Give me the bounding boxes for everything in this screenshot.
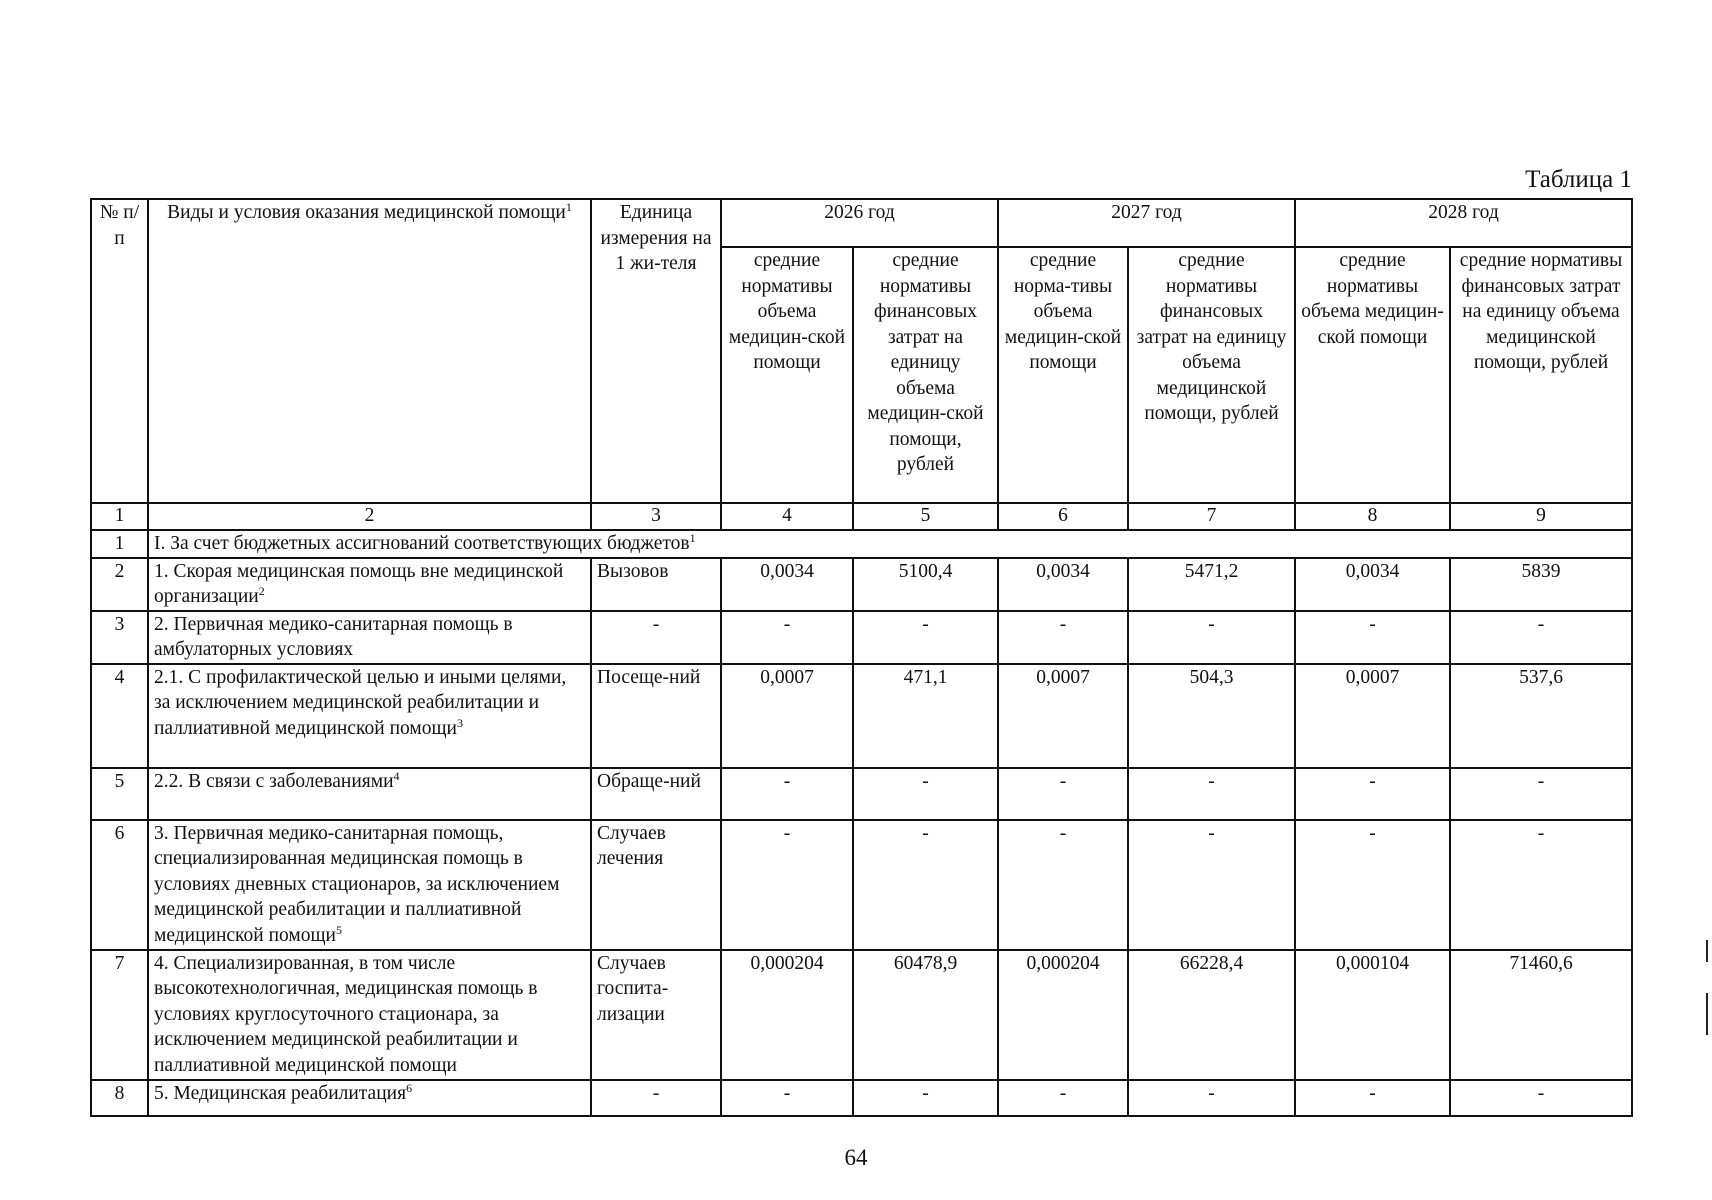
cost-2028-cell: -: [1450, 1080, 1632, 1116]
header-year-2026: 2026 год: [721, 199, 998, 247]
care-type-cell: 2.2. В связи с заболеваниями$^4$: [148, 768, 591, 820]
unit-cell: Обраще-ний: [591, 768, 721, 820]
cost-2026-cell: 5100,4: [853, 558, 998, 611]
header-col-unit: Единица измерения на 1 жи-теля: [591, 199, 721, 503]
table-row: [91, 768, 1632, 820]
volume-2026-cell: 0,0034: [721, 558, 853, 611]
cost-2027-cell: 5471,2: [1128, 558, 1295, 611]
column-number-row: [91, 503, 1632, 530]
care-type-cell: 2.1. С профилактической целью и иными целями, за исключением медицинской реабилитации и паллиативной медицинской помощи$^3$: [148, 664, 591, 768]
care-type-cell: 4. Специализированная, в том числе высокотехнологичная, медицинская помощь в условиях круглосуточного стационара, за исключением медицинской реабилитации и паллиативной медицинской помощи: [148, 950, 591, 1080]
volume-2027-cell: 0,0007: [998, 664, 1128, 768]
volume-2028-cell: -: [1295, 768, 1450, 820]
footnote-mark: 2: [258, 584, 265, 598]
unit-cell: Посеще-ний: [591, 664, 721, 768]
volume-2028-cell: 0,000104: [1295, 950, 1450, 1080]
header-cost-2026: средние нормативы финансовых затрат на единицу объема медицин-ской помощи, рублей: [853, 247, 998, 503]
column-number: 7: [1128, 503, 1295, 530]
header-cost-2027: средние нормативы финансовых затрат на единицу объема медицинской помощи, рублей: [1128, 247, 1295, 503]
unit-cell: -: [591, 1080, 721, 1116]
footnote-mark: 4: [393, 768, 400, 783]
cost-2028-cell: -: [1450, 820, 1632, 950]
table-row: [91, 950, 1632, 1080]
column-number: 1: [91, 503, 148, 530]
table-row: [91, 558, 1632, 611]
section-row: [91, 530, 1632, 558]
header-volume-2027: средние норма-тивы объема медицин-ской помощи: [998, 247, 1128, 503]
volume-2027-cell: -: [998, 611, 1128, 664]
header-volume-2026: средние нормативы объема медицин-ской помощи: [721, 247, 853, 503]
care-type-cell: 5. Медицинская реабилитация$^6$: [148, 1080, 591, 1116]
footnote-mark: 5: [335, 922, 342, 937]
cost-2026-cell: -: [853, 820, 998, 950]
row-number: 7: [91, 950, 148, 1080]
footnote-mark: 3: [456, 715, 463, 730]
cost-2026-cell: -: [853, 611, 998, 664]
row-number: 3: [91, 611, 148, 664]
volume-2026-cell: 0,000204: [721, 950, 853, 1080]
volume-2028-cell: -: [1295, 1080, 1450, 1116]
unit-cell: Вызовов: [591, 558, 721, 611]
row-number: 1: [91, 530, 148, 558]
volume-2028-cell: 0,0007: [1295, 664, 1450, 768]
cost-2028-cell: 537,6: [1450, 664, 1632, 768]
footnote-mark: 1: [565, 200, 572, 214]
volume-2027-cell: -: [998, 768, 1128, 820]
header-year-2027: 2027 год: [998, 199, 1295, 247]
header-col-number: № п/п: [91, 199, 148, 503]
header-col-type: Виды и условия оказания медицинской помощи$^1$: [148, 199, 591, 503]
cost-2028-cell: -: [1450, 768, 1632, 820]
cost-2027-cell: -: [1128, 768, 1295, 820]
row-number: 4: [91, 664, 148, 768]
cost-2028-cell: 71460,6: [1450, 950, 1632, 1080]
volume-2027-cell: -: [998, 820, 1128, 950]
column-number: 3: [591, 503, 721, 530]
row-number: 8: [91, 1080, 148, 1116]
cost-2027-cell: -: [1128, 820, 1295, 950]
volume-2026-cell: -: [721, 820, 853, 950]
cost-2026-cell: 471,1: [853, 664, 998, 768]
section-title: I. За счет бюджетных ассигнований соответствующих бюджетов$^1$: [148, 530, 1632, 558]
normatives-table: [90, 198, 1633, 1117]
volume-2028-cell: 0,0034: [1295, 558, 1450, 611]
volume-2026-cell: -: [721, 1080, 853, 1116]
header-year-2028: 2028 год: [1295, 199, 1632, 247]
footnote-mark: 1: [689, 531, 696, 545]
cost-2028-cell: 5839: [1450, 558, 1632, 611]
column-number: 6: [998, 503, 1128, 530]
unit-cell: Случаев госпита-лизации: [591, 950, 721, 1080]
row-number: 6: [91, 820, 148, 950]
cost-2027-cell: -: [1128, 1080, 1295, 1116]
header-volume-2028: средние нормативы объема медицин-ской помощи: [1295, 247, 1450, 503]
page-number: 64: [844, 1145, 868, 1170]
volume-2026-cell: 0,0007: [721, 664, 853, 768]
volume-2027-cell: 0,000204: [998, 950, 1128, 1080]
table-row: [91, 664, 1632, 768]
cost-2027-cell: -: [1128, 611, 1295, 664]
table-row: [91, 1080, 1632, 1116]
volume-2027-cell: 0,0034: [998, 558, 1128, 611]
header-row-years: [91, 199, 1632, 247]
footnote-mark: 6: [406, 1080, 413, 1095]
row-number: 2: [91, 558, 148, 611]
table-row: [91, 611, 1632, 664]
volume-2028-cell: -: [1295, 611, 1450, 664]
column-number: 8: [1295, 503, 1450, 530]
table-caption: Таблица 1: [1525, 166, 1632, 193]
unit-cell: -: [591, 611, 721, 664]
cost-2027-cell: 504,3: [1128, 664, 1295, 768]
row-number: 5: [91, 768, 148, 820]
unit-cell: Случаев лечения: [591, 820, 721, 950]
scan-artifact-mark: [1706, 993, 1708, 1035]
care-type-cell: 1. Скорая медицинская помощь вне медицинской организации$^2$: [148, 558, 591, 611]
cost-2026-cell: 60478,9: [853, 950, 998, 1080]
cost-2027-cell: 66228,4: [1128, 950, 1295, 1080]
column-number: 5: [853, 503, 998, 530]
column-number: 9: [1450, 503, 1632, 530]
cost-2026-cell: -: [853, 1080, 998, 1116]
care-type-cell: 2. Первичная медико-санитарная помощь в амбулаторных условиях: [148, 611, 591, 664]
volume-2026-cell: -: [721, 768, 853, 820]
scan-artifact-mark: [1706, 940, 1708, 962]
table-row: [91, 820, 1632, 950]
column-number: 4: [721, 503, 853, 530]
cost-2026-cell: -: [853, 768, 998, 820]
column-number: 2: [148, 503, 591, 530]
volume-2027-cell: -: [998, 1080, 1128, 1116]
volume-2026-cell: -: [721, 611, 853, 664]
care-type-cell: 3. Первичная медико-санитарная помощь, специализированная медицинская помощь в условиях дневных стационаров, за исключением медицинской реабилитации и паллиативной медицинской помощи$^5$: [148, 820, 591, 950]
cost-2028-cell: -: [1450, 611, 1632, 664]
header-cost-2028: средние нормативы финансовых затрат на единицу объема медицинской помощи, рублей: [1450, 247, 1632, 503]
volume-2028-cell: -: [1295, 820, 1450, 950]
